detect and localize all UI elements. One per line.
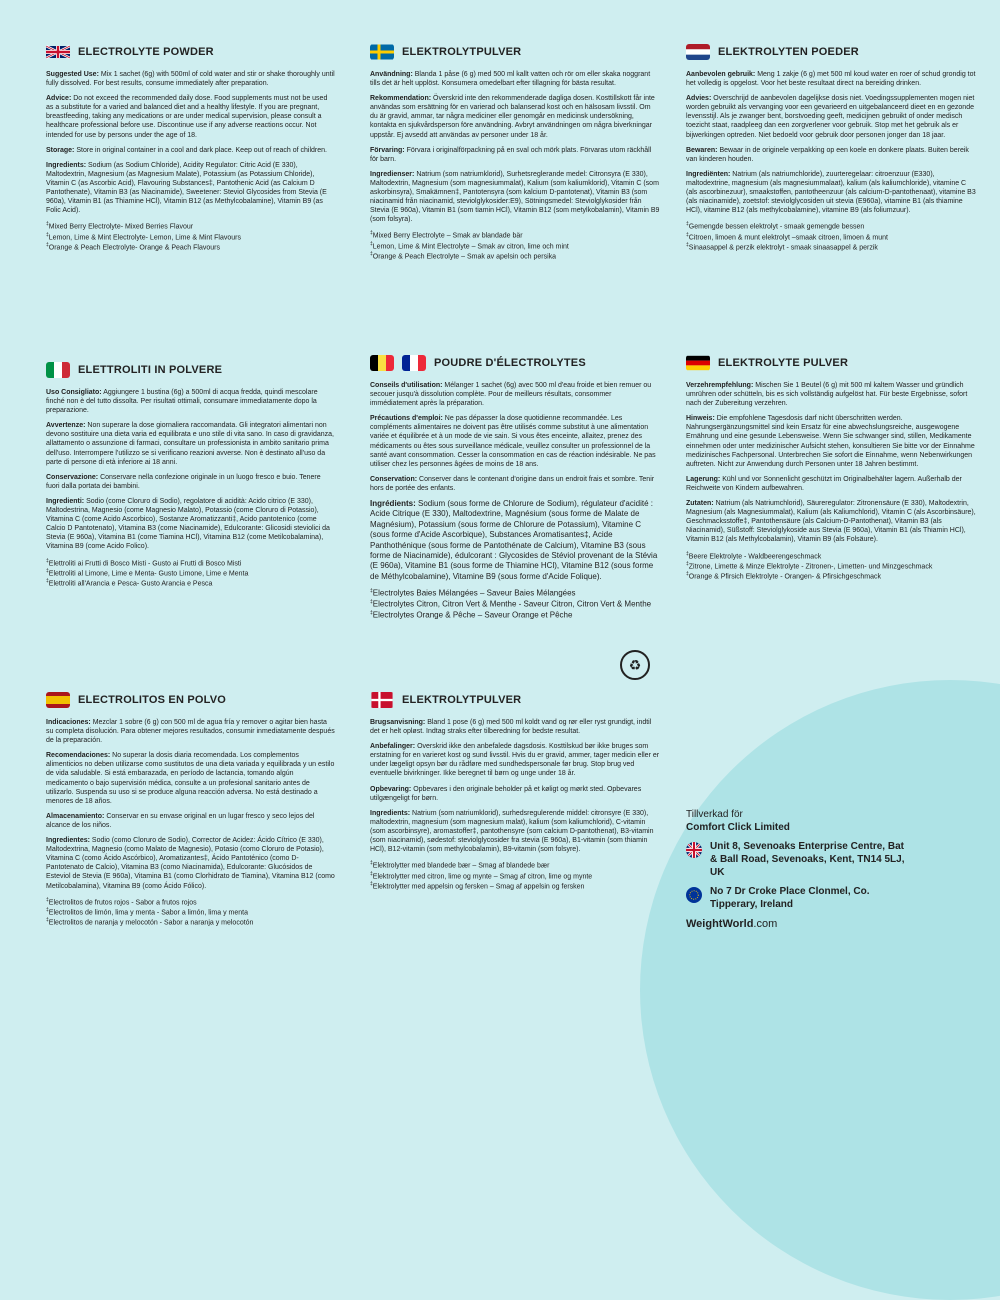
section-ingredients: Ingredients: Natrium (som natriumklorid), surhedsregulerende middel: citronsyre (E 330), maltodextrin, magnesium (som magnesium malat), kalium (som kaliumchlorid), C-vitamin (som ascorbinsyre), aromastoffer‡, pantothensyre (som calcium D-pantothenat), B3-vitamin (som niacinamid), sødestof: steviolglycosider fra stevia (E 960a), B1-vitamin (som thiamin HCl), B12-vitamin (som methylcobalamin), B9-vitamin (som folsyre). (370, 809, 654, 854)
section-advice: Advies: Overschrijd de aanbevolen dagelijkse dosis niet. Voedingssupplementen mogen niet worden gebruikt als vervanging voor een gevarieerd en uitgebalanceerd dieet en en gezonde levensstijl. Als je zwanger bent, borstvoeding geeft, medicijnen gebruikt of onder medisch toezicht staat, raadpleeg dan een zorgverlener voor gebruik. Stop met het gebruik als er bijwerkingen optreden. Niet bedoeld voor gebruik door personen jonger dan 18 jaar. (686, 95, 975, 139)
variant-item: ‡Mixed Berry Electrolyte- Mixed Berries Flavour (46, 221, 194, 231)
uk-address: Unit 8, Sevenoaks Enterprise Centre, Bat & Ball Road, Sevenoaks, Kent, TN14 5LJ, UK (710, 841, 905, 878)
section-storage: Storage: Store in original container in a cool and dark place. Keep out of reach of children. (46, 146, 327, 154)
background-wave (640, 680, 1000, 1300)
denmark-flag-icon (370, 692, 394, 708)
manufacturer-block (686, 808, 906, 931)
brand-logo: WeightWorld.com (686, 918, 778, 930)
uk-flag-icon (686, 842, 702, 858)
section-advice: Recomendaciones: No superar la dosis diaria recomendada. Los complementos alimenticios no deben utilizarse como sustitutos de una dieta variada y equilibrada y un estilo de vida saludable. Si está embarazada, en período de lactancia, tomando algún medicamento o bajo supervisión médica, consulte a un profesional sanitario antes de utilizarlo. Suspenda su uso si se produce alguna reacción adversa. No está destinado a menores de 18 años. (46, 752, 335, 805)
eu-address: No 7 Dr Croke Place Clonmel, Co. Tipperary, Ireland (710, 886, 870, 910)
variant-list (370, 230, 660, 261)
panel-english (46, 44, 336, 253)
panel-italian (46, 362, 336, 589)
variant-item: ‡Elektrolytter med appelsin og fersken – Smag af appelsin og fersken (370, 881, 585, 891)
variant-list (46, 221, 336, 252)
section-storage: Förvaring: Förvara i originalförpackning på en sval och mörk plats. Förvaras utom räckhåll för barn. (370, 146, 652, 163)
france-flag-icon (402, 355, 426, 371)
panel-title: ELEKTROLYTPULVER (402, 46, 522, 58)
panel-french (370, 355, 660, 621)
variant-item: ‡Zitrone, Limette & Minze Elektrolyte - Zitronen-, Limetten- und Minzgeschmack (686, 560, 933, 571)
section-ingredients: Ingrediënten: Natrium (als natriumchloride), zuurteregelaar: citroenzuur (E330), maltodextrine, magnesium (als magnesiummalaat), kalium (als kaliumchloride), vitamine C (als ascorbinezuur), smaakstoffen, pantotheenzuur (als calcium-D-pantothenaat), vitamine B3 (als niacinamide), zoetstof: steviolglycosiden uit stevia (E960a), vitamine B1 (als thiamine HCl), vitamine B12 (als methylcobalamine), vitamine B9 (als foliumzuur). (686, 170, 976, 215)
panel-title: ELEKTROLYTEN POEDER (718, 46, 859, 58)
panel-title: ELEKTROLYTE PULVER (718, 357, 849, 369)
panel-title: ELEKTROLYTPULVER (402, 694, 522, 706)
section-advice: Anbefalinger: Overskrid ikke den anbefalede dagsdosis. Kosttilskud bør ikke bruges som erstatning for en varieret kost og sund livsstil. Hvis du er gravid, ammer, tager medicin eller er under lægeligt opsyn bør du rådføre med sundhedspersonale før brug. Stop brug ved eventuelle bivirkninger. Ikke beregnet til børn og unge under 18 år. (370, 743, 660, 778)
section-ingredients: Zutaten: Natrium (als Natriumchlorid), Säureregulator: Zitronensäure (E 330), Maltodextrin, Magnesium (als Magnesiummalat), Kalium (als Kaliumchlorid), Vitamin C (als Ascorbinsäure), Geschmacksstoffe‡, Pantothensäure (als Calcium-D-Pantothenat), Vitamin B3 (als Niacinamid), Süßstoff: Steviolglykoside aus Stevia (E 960a), Vitamin B1 (als Thiamin HCl), Vitamin B12 (als Methylcobalamin), Vitamin B9 (als Folsäure). (686, 500, 976, 544)
variant-item: ‡Electrolytes Baies Mélangées – Saveur Baies Mélangées (370, 588, 576, 598)
variant-item: ‡Electrolitos de frutos rojos - Sabor a frutos rojos (46, 896, 197, 906)
section-advice: Précautions d'emploi: Ne pas dépasser la dose quotidienne recommandée. Les compléments alimentaires ne doivent pas être utilisés comme substitut à une alimentation variée et équilibrée et à un mode de vie sain. Si vous êtes enceinte, allaitez, prenez des médicaments ou êtes sous surveillance médicale, veuillez consulter un professionnel de la santé avant consommation. Cesser la consommation en cas de réaction indésirable. Ne pas utiliser chez les personnes âgées de moins de 18 ans. (370, 415, 656, 468)
section-use: Uso Consigliato: Aggiungere 1 bustina (6g) a 500ml di acqua fredda, quindi mescolare finché non è del tutto dissolta. Per risultati ottimali, consumare immediatamente dopo la preparazione. (46, 389, 318, 415)
uk-address-row (686, 840, 906, 879)
sweden-flag-icon (370, 44, 394, 60)
section-storage: Lagerung: Kühl und vor Sonnenlicht geschützt im Originalbehälter lagern. Außerhalb der Reichweite von Kindern aufbewahren. (686, 475, 962, 492)
variant-item: ‡Electrolytes Orange & Pêche – Saveur Orange et Pêche (370, 610, 573, 620)
section-use: Verzehrempfehlung: Mischen Sie 1 Beutel (6 g) mit 500 ml kaltem Wasser und gründlich umrühren oder schütteln, bis es sich vollständig aufgelöst hat. Für beste Ergebnisse, sofort nach der Zubereitung verzehren. (686, 382, 968, 408)
panel-title: ELETTROLITI IN POLVERE (78, 364, 223, 376)
variant-item: ‡Citroen, limoen & munt elektrolyt –smaak citroen, limoen & munt (686, 231, 888, 242)
variant-list (46, 558, 336, 589)
panel-title: POUDRE D'ÉLECTROLYTES (434, 357, 586, 369)
netherlands-flag-icon (686, 44, 710, 60)
panel-swedish (370, 44, 660, 262)
section-ingredients: Ingredientes: Sodio (como Cloruro de Sodio), Corrector de Acidez: Ácido Cítrico (E 330), Maltodextrina, Magnesio (como Malato de Magnesio), Potasio (como Cloruro de Potasio), Vitamina C (como Ácido Ascórbico), Aromatizantes‡, Ácido Pantoténico (como D-Pantotenato de Calcio), Vitamina B3 (como Niacinamida), Edulcorante: Glucósidos de Esteviol de Stevia (E 960a), Vitamina B1 (como Clorhidrato de Tiamina), Vitamina B12 (como Metilcobalamina), Vitamina B9 (como Ácido Fólico). (46, 837, 335, 890)
eu-flag-icon (686, 887, 702, 903)
uk-flag-icon (46, 44, 70, 60)
section-use: Brugsanvisning: Bland 1 pose (6 g) med 500 ml koldt vand og rør eller ryst grundigt, indtil det er helt opløst. Indtag straks efter tilberedning for bedste resultat. (370, 719, 652, 736)
section-advice: Hinweis: Die empfohlene Tagesdosis darf nicht überschritten werden. Nahrungsergänzungsmittel sind kein Ersatz für eine abwechslungsreiche, ausgewogene Ernährung und eine gesunde Lebensweise. Wenn Sie schwanger sind, stillen, Medikamente einnehmen oder unter medizinischer Aufsicht stehen, konsultieren Sie bitte vor der Einnahme medizinisches Fachpersonal. Unterbrechen Sie sofort die Einnahme, wenn Nebenwirkungen auftreten. Nicht zur Anwendung durch Personen unter 18 Jahren bestimmt. (686, 415, 975, 468)
variant-list (686, 551, 976, 582)
recycle-icon: ♻ (620, 650, 650, 680)
belgium-flag-icon (370, 355, 394, 371)
variant-list (370, 860, 660, 891)
variant-item: ‡Beere Elektrolyte - Waldbeerengeschmack (686, 550, 822, 560)
variant-item: ‡Orange & Peach Electrolyte – Smak av apelsin och persika (370, 251, 557, 261)
variant-item: ‡Lemon, Lime & Mint Electrolyte- Lemon, Lime & Mint Flavours (46, 231, 241, 242)
variant-item: ‡Elektrolytter med citron, lime og mynte – Smag af citron, lime og mynte (370, 870, 593, 880)
variant-item: ‡Electrolytes Citron, Citron Vert & Menthe - Saveur Citron, Citron Vert & Menthe (370, 599, 652, 609)
section-advice: Advice: Do not exceed the recommended daily dose. Food supplements must not be used as a substitute for a varied and balanced diet and a healthy lifestyle. If you are pregnant, breastfeeding, taking any medications or are under medical supervision, please consult a healthcare professional before use. Discontinue use if any adverse reactions occur. Not intended for use by persons under the age of 18. (46, 95, 328, 139)
italy-flag-icon (46, 362, 70, 378)
variant-list (370, 588, 660, 621)
section-use: Aanbevolen gebruik: Meng 1 zakje (6 g) met 500 ml koud water en roer of schud grondig tot het volledig is opgelost. Voor het beste resultaat direct na bereiding drinken. (686, 71, 976, 88)
section-advice: Avvertenze: Non superare la dose giornaliera raccomandata. Gli integratori alimentari non devono sostituire una dieta varia ed equilibrata e uno stile di vita sano. In caso di gravidanza, allattamento o assunzione di farmaci, consultare un professionista in ambito sanitario prima dell'uso. Interrompere l'utilizzo se si verificano reazioni avverse. Non è destinato all'uso da parte di persone di età inferiore ai 18 anni. (46, 422, 334, 466)
variant-item: ‡Orange & Pfirsich Elektrolyte - Orangen- & Pfirsichgeschmack (686, 571, 881, 581)
panel-title: ELECTROLITOS EN POLVO (78, 694, 227, 706)
section-ingredients: Ingredienser: Natrium (som natriumklorid), Surhetsreglerande medel: Citronsyra (E 330), Maltodextrin, Magnesium (som magnesiummalat), Kalium (som kaliumklorid), Vitamin C (som askorbinsyra), Smakämnen‡, Pantotensyra (som kalcium D-pantotenat), Vitamin B3 (som niacinamid från niacinamid, steviolglykosider:E9), Sötningsmedel: Steviolglykosider från Stevia (E 960a), Vitamin B1 (som tiamin HCl), Vitamin B12 (som metylkobalamin), Vitamin B9 (som folsyra). (370, 170, 660, 224)
section-ingredients: Ingredients: Sodium (as Sodium Chloride), Acidity Regulator: Citric Acid (E 330), Maltodextrin, Magnesium (as Magnesium Malate), Potassium (as Potassium Chloride), Vitamin C (as Ascorbic Acid), Flavouring Substances‡, Pantothenic Acid (as Calcium D Pantothenate), Vitamin B3 (as Niacinamide), Sweetener: Steviol Glycosides from Stevia (E 960a), Vitamin B1 (as Thiamine HCl), Vitamin B12 (as Methylcobalamine), Vitamin B9 (as Folic Acid). (46, 161, 327, 215)
section-storage: Almacenamiento: Conservar en su envase original en un lugar fresco y seco lejos del alcance de los niños. (46, 812, 315, 829)
section-storage: Bewaren: Bewaar in de originele verpakking op een koele en donkere plaats. Buiten bereik van kinderen houden. (686, 146, 969, 163)
variant-item: ‡Orange & Peach Electrolyte- Orange & Peach Flavours (46, 242, 220, 252)
section-storage: Conservazione: Conservare nella confezione originale in un luogo fresco e buio. Tenere fuori dalla portata dei bambini. (46, 473, 321, 490)
variant-item: ‡Lemon, Lime & Mint Electrolyte – Smak av citron, lime och mint (370, 240, 569, 251)
section-ingredients: Ingrédients: Sodium (sous forme de Chlorure de Sodium), régulateur d'acidité : Acide Citrique (E 330), Maltodextrine, Magnésium (sous forme de Malate de Magnésium), Potassium (sous forme de Chlorure de Potassium), Vitamine C (sous forme d'Acide Ascorbique), Substances Aromatisantes‡, Acide Panthothénique (sous forme de Pantothénate de Calcium), Vitamine B3 (sous forme de Niacinamide), édulcorant : Glycosides de Stéviol provenant de la Stévia (E 960a), Vitamine B1 (sous forme de Thiamine HCl), Vitamine B12 (sous forme de Méthylcobalamine), Vitamine B9 (sous forme d'Acide Folique). (370, 499, 658, 581)
variant-item: ‡Gemengde bessen elektrolyt - smaak gemengde bessen (686, 221, 865, 231)
variant-list (686, 221, 976, 252)
variant-item: ‡Electrolitos de limón, lima y menta - Sabor a limón, lima y menta (46, 907, 248, 917)
germany-flag-icon (686, 355, 710, 371)
section-use: Användning: Blanda 1 påse (6 g) med 500 ml kallt vatten och rör om eller skaka noggrant tills det är helt upplöst. Konsumera omedelbart efter tillagning för bästa resultat. (370, 71, 651, 88)
company-name: Comfort Click Limited (686, 822, 790, 833)
panel-spanish (46, 692, 336, 928)
panel-german (686, 355, 976, 582)
panel-dutch (686, 44, 976, 253)
variant-item: ‡Sinaasappel & perzik elektrolyt - smaak sinaasappel & perzik (686, 242, 878, 252)
variant-item: ‡Elettroliti all'Arancia e Pesca- Gusto Arancia e Pesca (46, 578, 213, 588)
section-storage: Conservation: Conserver dans le contenant d'origine dans un endroit frais et sombre. Tenir hors de portée des enfants. (370, 475, 655, 492)
section-use: Indicaciones: Mezclar 1 sobre (6 g) con 500 ml de agua fría y remover o agitar bien hasta su completa disolución. Para obtener mejores resultados, consumir inmediatamente después de la preparación. (46, 719, 335, 745)
section-storage: Opbevaring: Opbevares i den originale beholder på et køligt og mørkt sted. Opbevares utilgængeligt for børn. (370, 785, 642, 802)
panel-title: ELECTROLYTE POWDER (78, 46, 214, 58)
section-use: Suggested Use: Mix 1 sachet (6g) with 500ml of cold water and stir or shake thoroughly until fully dissolved. For best results, consume immediately after preparation. (46, 71, 335, 88)
made-for-label: Tillverkad för (686, 809, 743, 820)
section-advice: Rekommendation: Överskrid inte den rekommenderade dagliga dosen. Kosttillskott får inte användas som ersättning för en varierad och balanserad kost och en hälsosam livsstil. Om du är gravid, ammar, tar några mediciner eller genomgår en medicinsk undersökning, kontakta en sjukvårdsperson före användning. Avbryt användningen om några biverkningar uppstår. Ej avsedd att användas av personer under 18 år. (370, 95, 655, 139)
spain-flag-icon (46, 692, 70, 708)
eu-address-row (686, 885, 906, 911)
variant-list (46, 897, 336, 928)
panel-danish (370, 692, 660, 891)
variant-item: ‡Elettroliti al Limone, Lime e Menta- Gusto Limone, Lime e Menta (46, 567, 249, 578)
section-ingredients: Ingredienti: Sodio (come Cloruro di Sodio), regolatore di acidità: Acido citrico (E 330), Maltodestrina, Magnesio (come Magnesio Malato), Potassio (come Cloruro di Potassio), Vitamina C (come Acido Ascorbico), Sostanze Aromatizzanti‡, Acido pantotenico (come Calcio D Pantotenato), Vitamina B3 (come Niacinamide), Edulcorante: Glicosidi steviolici da Stevia (E 960a), Vitamina B1 (come Tiamina HCl), Vitamina B12 (come Metilcobalamina), Vitamina B9 (come Acido Folico). (46, 497, 330, 551)
variant-item: ‡Elettroliti ai Frutti di Bosco Misti - Gusto ai Frutti di Bosco Misti (46, 557, 242, 567)
variant-item: ‡Electrolitos de naranja y melocotón - Sabor a naranja y melocotón (46, 917, 254, 927)
variant-item: ‡Mixed Berry Electrolyte – Smak av blandade bär (370, 230, 523, 240)
variant-item: ‡Elektrolytter med blandede bær – Smag af blandede bær (370, 860, 550, 870)
section-use: Conseils d'utilisation: Mélanger 1 sachet (6g) avec 500 ml d'eau froide et bien remuer ou secouer jusqu'à dissolution complète. Pour de meilleurs résultats, consommer immédiatement après la préparation. (370, 382, 652, 408)
